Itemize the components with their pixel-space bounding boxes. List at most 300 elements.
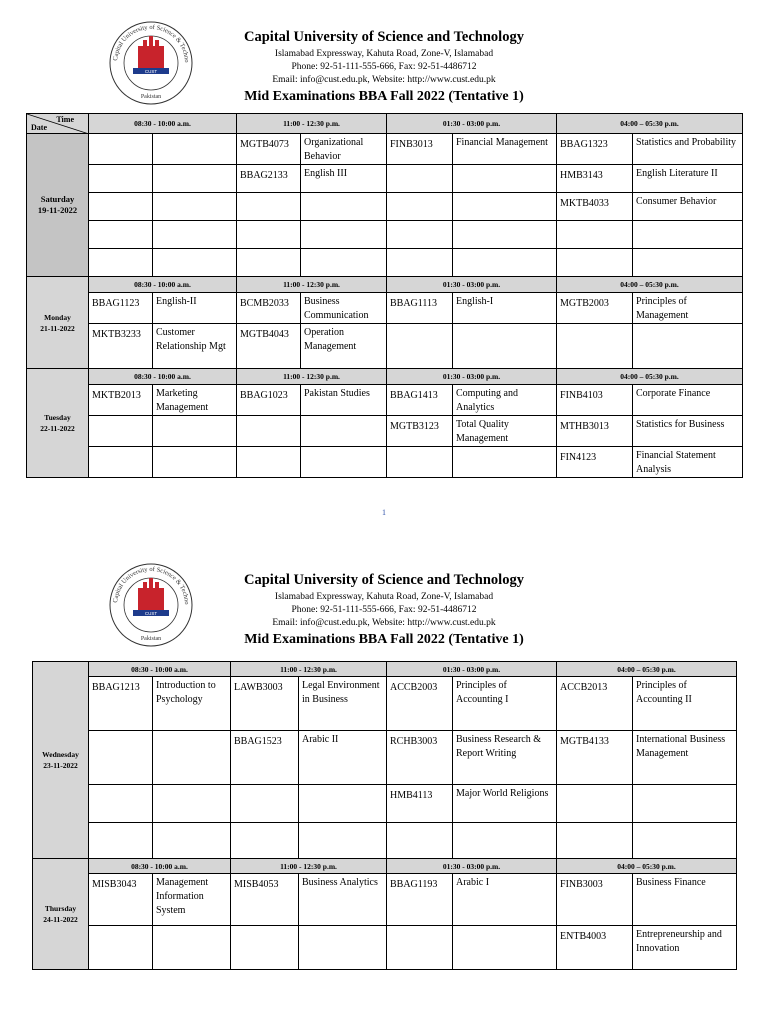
course-code-cell (237, 165, 301, 193)
exam-row (27, 293, 743, 324)
exam-row (27, 134, 743, 165)
course-code-cell (557, 249, 633, 277)
course-title (456, 165, 553, 167)
course-code-cell (387, 134, 453, 165)
time-slot-header: 01:30 - 03:00 p.m. (387, 662, 557, 677)
course-code-cell (387, 165, 453, 193)
course-title-cell (299, 677, 387, 731)
course-title-cell (153, 874, 231, 926)
course-title: Consumer Behavior (636, 196, 717, 207)
course-code-cell (387, 731, 453, 785)
course-title (156, 221, 233, 223)
svg-text:CUST: CUST (144, 69, 158, 74)
course-code: ACCB2013 (560, 682, 608, 693)
course-code-cell (557, 926, 633, 970)
course-title: Pakistan Studies (304, 388, 370, 399)
day-date: 22-11-2022 (40, 424, 75, 433)
course-code (92, 825, 149, 827)
course-title (636, 221, 739, 223)
course-title-cell (153, 221, 237, 249)
course-title-cell (453, 165, 557, 193)
course-title (636, 823, 733, 825)
time-slot-header: 11:00 - 12:30 p.m. (231, 859, 387, 874)
time-slot-header: 11:00 - 12:30 p.m. (237, 114, 387, 134)
course-title (456, 249, 553, 251)
exam-row (27, 447, 743, 478)
time-date-corner (27, 114, 89, 134)
course-code-cell (89, 385, 153, 416)
course-title: Entrepreneurship and Innovation (636, 929, 722, 954)
course-code-cell (557, 324, 633, 369)
course-title: Principles of Management (636, 296, 689, 321)
exam-title: Mid Examinations BBA Fall 2022 (Tentative 1) (244, 632, 524, 647)
course-code: BBAG1413 (390, 390, 438, 401)
course-title (456, 926, 553, 928)
course-title-cell (453, 823, 557, 859)
course-title (304, 416, 383, 418)
exam-title: Mid Examinations BBA Fall 2022 (Tentative 1) (244, 89, 524, 104)
course-title: Corporate Finance (636, 388, 711, 399)
day-cell-thursday (33, 859, 89, 970)
day-cell-tuesday (27, 369, 89, 478)
course-code (234, 928, 295, 930)
course-title (156, 249, 233, 251)
course-code: FIN4123 (560, 452, 597, 463)
course-title-cell (301, 249, 387, 277)
course-code (560, 326, 629, 328)
course-code (240, 418, 297, 420)
course-title (304, 447, 383, 449)
course-title-cell (153, 447, 237, 478)
time-slot-header: 11:00 - 12:30 p.m. (237, 369, 387, 385)
time-slot-header: 01:30 - 03:00 p.m. (387, 114, 557, 134)
course-title: English-I (456, 296, 494, 307)
course-code-cell (237, 134, 301, 165)
exam-row (33, 874, 737, 926)
course-title-cell (301, 293, 387, 324)
course-code: RCHB3003 (390, 736, 438, 747)
course-code-cell (387, 677, 453, 731)
time-slot-header: 08:30 - 10:00 a.m. (89, 859, 231, 874)
time-slot-header: 04:00 – 05:30 p.m. (557, 369, 743, 385)
course-title-cell (453, 447, 557, 478)
exam-row (33, 731, 737, 785)
course-code (390, 326, 449, 328)
email-website: Email: info@cust.edu.pk, Website: http://www.cust.edu.pk (272, 75, 496, 85)
svg-text:Pakistan: Pakistan (140, 636, 162, 642)
time-slot-header: 01:30 - 03:00 p.m. (387, 277, 557, 293)
course-title-cell (453, 926, 557, 970)
address: Islamabad Expressway, Kahuta Road, Zone-V, Islamabad (274, 592, 494, 602)
course-code: HMB3143 (560, 170, 603, 181)
course-code-cell (387, 193, 453, 221)
course-code-cell (237, 249, 301, 277)
course-title-cell (153, 677, 231, 731)
course-code: LAWB3003 (234, 682, 283, 693)
course-title-cell (633, 221, 743, 249)
course-code-cell (557, 823, 633, 859)
time-slot-header: 04:00 – 05:30 p.m. (557, 859, 737, 874)
course-code-cell (557, 165, 633, 193)
course-code-cell (89, 134, 153, 165)
course-title-cell (453, 416, 557, 447)
course-title-cell (301, 324, 387, 369)
course-code-cell (387, 416, 453, 447)
time-slot-header: 04:00 – 05:30 p.m. (557, 277, 743, 293)
course-code-cell (557, 416, 633, 447)
course-title-cell (153, 926, 231, 970)
time-slot-header: 08:30 - 10:00 a.m. (89, 114, 237, 134)
course-title-cell (633, 926, 737, 970)
course-title-cell (153, 165, 237, 193)
course-code: BBAG1323 (560, 139, 608, 150)
course-code-cell (387, 874, 453, 926)
page-number: 1 (382, 508, 386, 517)
course-code-cell (557, 447, 633, 478)
day-name: Monday (44, 312, 71, 322)
time-slot-header: 08:30 - 10:00 a.m. (89, 369, 237, 385)
course-code-cell (387, 785, 453, 823)
course-code-cell (231, 677, 299, 731)
course-title-cell (299, 823, 387, 859)
course-title-cell (299, 874, 387, 926)
time-slot-header: 08:30 - 10:00 a.m. (89, 277, 237, 293)
course-code-cell (387, 447, 453, 478)
course-title-cell (633, 874, 737, 926)
course-title-cell (301, 416, 387, 447)
course-title (456, 447, 553, 449)
course-code-cell (387, 221, 453, 249)
course-code: MGTB4043 (240, 329, 289, 340)
course-title: International Business Management (636, 734, 726, 759)
course-title-cell (453, 785, 557, 823)
course-code (92, 251, 149, 253)
course-title-cell (153, 785, 231, 823)
course-code-cell (89, 447, 153, 478)
course-code (240, 251, 297, 253)
course-title-cell (453, 193, 557, 221)
day-name: Thursday (44, 904, 77, 913)
slot-header-row (27, 277, 743, 293)
course-title-cell (301, 447, 387, 478)
course-title: Financial Management (456, 137, 548, 148)
course-code (390, 223, 449, 225)
course-title-cell (299, 785, 387, 823)
course-code: FINB4103 (560, 390, 603, 401)
exam-row (27, 165, 743, 193)
course-code-cell (89, 731, 153, 785)
course-code (92, 733, 149, 735)
course-code-cell (231, 926, 299, 970)
course-title (156, 165, 233, 167)
course-title-cell (633, 293, 743, 324)
course-code-cell (89, 677, 153, 731)
course-code-cell (557, 221, 633, 249)
course-title (456, 324, 553, 326)
university-name: Capital University of Science and Technology (244, 572, 524, 588)
course-title: Major World Religions (456, 788, 549, 799)
course-code (92, 787, 149, 789)
course-title: Computing and Analytics (456, 388, 518, 413)
course-code: BBAG1023 (240, 390, 288, 401)
exam-row (27, 324, 743, 369)
course-code-cell (237, 447, 301, 478)
course-title-cell (153, 134, 237, 165)
course-title (636, 324, 739, 326)
course-code (240, 195, 297, 197)
timetable-page-1 (26, 113, 743, 478)
course-title-cell (301, 134, 387, 165)
course-title-cell (299, 731, 387, 785)
corner-time-label: Time (56, 115, 74, 124)
time-slot-header: 11:00 - 12:30 p.m. (231, 662, 387, 677)
course-title-cell (153, 416, 237, 447)
course-code (92, 223, 149, 225)
course-code-cell (89, 193, 153, 221)
course-title-cell (633, 416, 743, 447)
exam-row (33, 926, 737, 970)
course-code: MKTB4033 (560, 198, 609, 209)
course-code-cell (89, 785, 153, 823)
course-title-cell (633, 677, 737, 731)
course-code-cell (231, 731, 299, 785)
course-title-cell (153, 731, 231, 785)
course-title (156, 416, 233, 418)
course-code-cell (89, 165, 153, 193)
exam-row (27, 385, 743, 416)
course-title: Operation Management (304, 327, 357, 352)
course-title-cell (453, 874, 557, 926)
course-code-cell (89, 416, 153, 447)
course-code (234, 825, 295, 827)
course-code-cell (387, 385, 453, 416)
course-code (240, 449, 297, 451)
course-code-cell (237, 193, 301, 221)
time-slot-header: 01:30 - 03:00 p.m. (387, 369, 557, 385)
course-title: Management Information System (156, 877, 209, 916)
course-title-cell (453, 293, 557, 324)
exam-row (27, 416, 743, 447)
course-title (302, 926, 383, 928)
svg-text:CUST: CUST (144, 611, 158, 616)
course-title (302, 785, 383, 787)
course-title (456, 221, 553, 223)
course-code-cell (557, 731, 633, 785)
course-code (560, 825, 629, 827)
day-date: 24-11-2022 (43, 915, 78, 924)
exam-row (27, 249, 743, 277)
course-title-cell (633, 324, 743, 369)
course-code: MTHB3013 (560, 421, 609, 432)
course-title-cell (153, 249, 237, 277)
day-date: 23-11-2022 (43, 761, 78, 770)
course-title-cell (301, 193, 387, 221)
course-title-cell (153, 385, 237, 416)
phone-fax: Phone: 92-51-111-555-666, Fax: 92-51-4486712 (291, 62, 477, 72)
course-code-cell (237, 293, 301, 324)
course-title: Marketing Management (156, 388, 209, 413)
email-website: Email: info@cust.edu.pk, Website: http://www.cust.edu.pk (272, 618, 496, 628)
course-title-cell (633, 193, 743, 221)
course-code-cell (237, 221, 301, 249)
course-title-cell (633, 447, 743, 478)
course-code-cell (557, 785, 633, 823)
course-title: Business Analytics (302, 877, 378, 888)
course-code (390, 195, 449, 197)
course-title-cell (453, 249, 557, 277)
course-title: English-II (156, 296, 197, 307)
course-code (92, 195, 149, 197)
course-code: MKTB2013 (92, 390, 141, 401)
course-title: Principles of Accounting II (636, 680, 692, 705)
course-title (156, 134, 233, 136)
course-code-cell (89, 874, 153, 926)
course-code-cell (237, 416, 301, 447)
course-code: MISB3043 (92, 879, 137, 890)
day-date: 19-11-2022 (37, 205, 78, 215)
course-code: BBAG1193 (390, 879, 438, 890)
university-name: Capital University of Science and Technology (244, 29, 524, 45)
day-name: Saturday (40, 194, 75, 204)
day-cell-monday (27, 277, 89, 369)
course-code (92, 449, 149, 451)
phone-fax: Phone: 92-51-111-555-666, Fax: 92-51-4486712 (291, 605, 477, 615)
course-code-cell (557, 293, 633, 324)
course-code: BBAG2133 (240, 170, 288, 181)
course-title-cell (633, 823, 737, 859)
course-title: Arabic II (302, 734, 339, 745)
course-title: Legal Environment in Business (302, 680, 380, 705)
course-title-cell (453, 134, 557, 165)
course-title (302, 823, 383, 825)
course-title: Statistics for Business (636, 419, 725, 430)
slot-header-row (27, 369, 743, 385)
course-title-cell (453, 385, 557, 416)
exam-row (33, 677, 737, 731)
course-code-cell (89, 324, 153, 369)
course-title-cell (453, 677, 557, 731)
course-title-cell (301, 385, 387, 416)
course-code-cell (557, 874, 633, 926)
course-title: English III (304, 168, 348, 179)
course-title (156, 926, 227, 928)
course-code-cell (237, 385, 301, 416)
course-code-cell (557, 385, 633, 416)
course-code (390, 167, 449, 169)
slot-header-row (33, 662, 737, 677)
address: Islamabad Expressway, Kahuta Road, Zone-V, Islamabad (274, 49, 494, 59)
course-title: English Literature II (636, 168, 718, 179)
course-title-cell (153, 823, 231, 859)
course-code (390, 251, 449, 253)
course-title-cell (633, 165, 743, 193)
slot-header-row (33, 859, 737, 874)
course-code-cell (557, 193, 633, 221)
course-title (156, 193, 233, 195)
course-code: FINB3003 (560, 879, 603, 890)
course-code-cell (89, 823, 153, 859)
svg-text:Capital University of Science: Capital University of Science & Techno (112, 565, 191, 605)
course-code (390, 928, 449, 930)
course-code: BBAG1113 (390, 298, 438, 309)
course-title-cell (453, 221, 557, 249)
course-code (92, 928, 149, 930)
course-code-cell (89, 249, 153, 277)
course-title (156, 447, 233, 449)
course-code: MGTB4133 (560, 736, 609, 747)
course-code (92, 136, 149, 138)
course-code: HMB4113 (390, 790, 433, 801)
course-code (560, 251, 629, 253)
course-title (156, 785, 227, 787)
course-code (234, 787, 295, 789)
day-cell-wednesday (33, 662, 89, 859)
course-code-cell (231, 874, 299, 926)
course-title: Organizational Behavior (304, 137, 364, 162)
course-title: Customer Relationship Mgt (156, 327, 226, 352)
course-code-cell (89, 221, 153, 249)
course-code-cell (387, 293, 453, 324)
corner-date-label: Date (31, 123, 47, 132)
course-code: BBAG1213 (92, 682, 140, 693)
course-code-cell (231, 785, 299, 823)
course-code-cell (89, 926, 153, 970)
course-code-cell (387, 249, 453, 277)
course-title: Business Communication (304, 296, 369, 321)
course-code (390, 449, 449, 451)
course-code: BBAG1523 (234, 736, 282, 747)
course-title (156, 823, 227, 825)
course-code-cell (387, 823, 453, 859)
course-title: Business Research & Report Writing (456, 734, 541, 759)
course-code (560, 223, 629, 225)
time-slot-header: 08:30 - 10:00 a.m. (89, 662, 231, 677)
day-name: Wednesday (42, 750, 79, 759)
course-code: MGTB4073 (240, 139, 289, 150)
course-code-cell (387, 926, 453, 970)
exam-row (27, 193, 743, 221)
course-title (304, 249, 383, 251)
course-code: BBAG1123 (92, 298, 140, 309)
day-name: Tuesday (44, 413, 71, 422)
course-code (92, 167, 149, 169)
course-title-cell (299, 926, 387, 970)
course-title-cell (453, 731, 557, 785)
course-title: Total Quality Management (456, 419, 509, 444)
course-title: Financial Statement Analysis (636, 450, 716, 475)
course-title (636, 785, 733, 787)
course-title-cell (633, 385, 743, 416)
svg-text:Capital University of Science: Capital University of Science & Techno (112, 23, 191, 63)
course-title-cell (633, 785, 737, 823)
course-code: MKTB3233 (92, 329, 141, 340)
course-title-cell (633, 249, 743, 277)
course-title (636, 249, 739, 251)
course-title-cell (153, 193, 237, 221)
timetable-page-2 (32, 661, 737, 970)
course-code: MISB4053 (234, 879, 279, 890)
course-title: Arabic I (456, 877, 490, 888)
course-title-cell (153, 293, 237, 324)
course-code-cell (231, 823, 299, 859)
course-title-cell (453, 324, 557, 369)
course-code: MGTB3123 (390, 421, 439, 432)
course-code-cell (237, 324, 301, 369)
course-code: FINB3013 (390, 139, 433, 150)
course-code: BCMB2033 (240, 298, 289, 309)
course-title-cell (633, 134, 743, 165)
course-code (92, 418, 149, 420)
